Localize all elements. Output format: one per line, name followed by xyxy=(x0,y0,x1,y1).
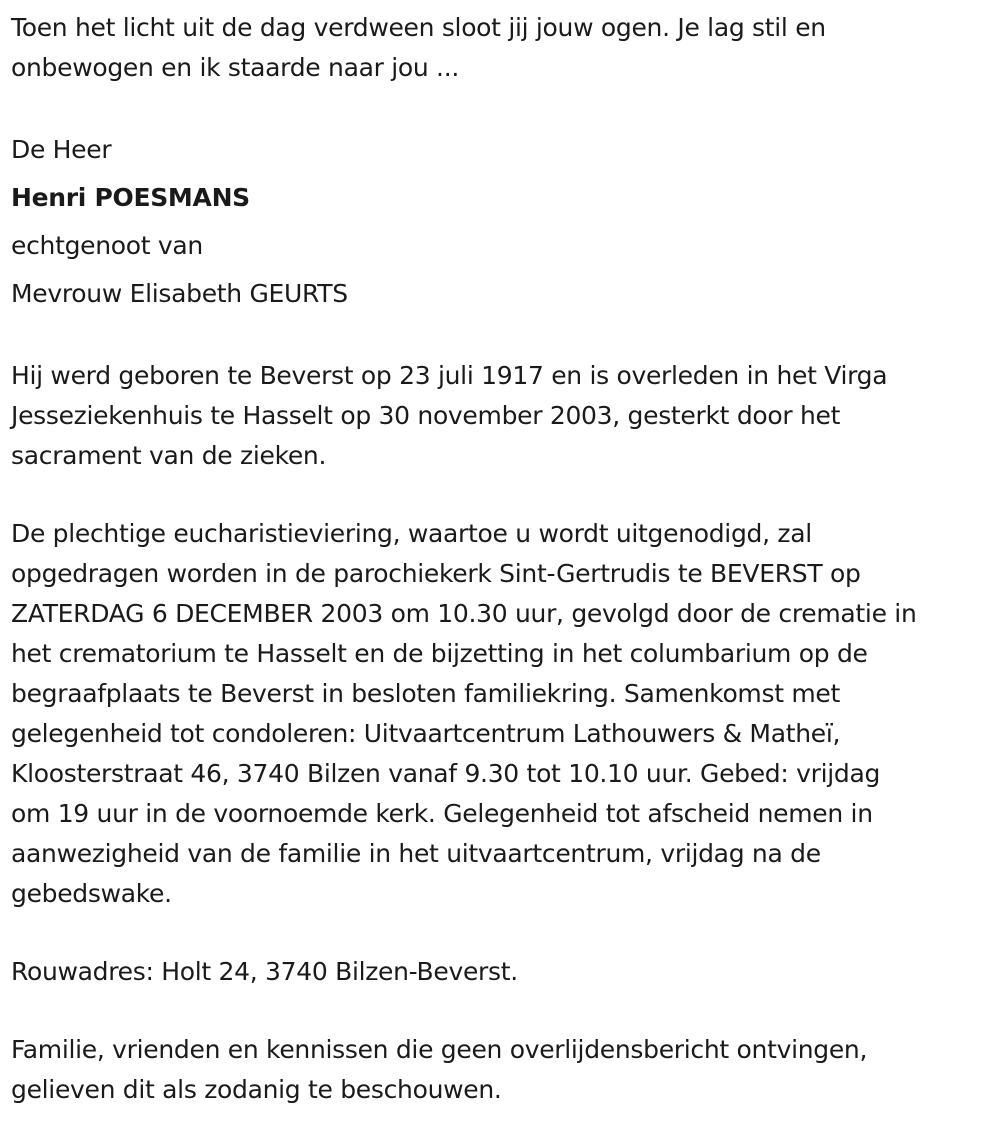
address-line: Rouwadres: Holt 24, 3740 Bilzen-Beverst. xyxy=(11,957,518,986)
spacer xyxy=(11,318,988,356)
salutation: De Heer xyxy=(11,135,112,164)
paragraph-line: De plechtige eucharistieviering, waartoe u wordt uitgenodigd, zal xyxy=(11,519,812,548)
paragraph-line: om 19 uur in de voornoemde kerk. Gelegenheid tot afscheid nemen in xyxy=(11,799,873,828)
paragraph-line: gelegenheid tot condoleren: Uitvaartcentrum Lathouwers & Matheï, xyxy=(11,719,841,748)
paragraph-line: gelieven dit als zodanig te beschouwen. xyxy=(11,1075,502,1104)
opening-line: onbewogen en ik staarde naar jou ... xyxy=(11,53,460,82)
opening-quote xyxy=(11,8,988,88)
paragraph-line: gebedswake. xyxy=(11,879,172,908)
deceased-block xyxy=(11,126,988,318)
mourning-address xyxy=(11,952,988,992)
paragraph-line: het crematorium te Hasselt en de bijzetting in het columbarium op de xyxy=(11,639,868,668)
spacer xyxy=(11,476,988,514)
paragraph-line: Kloosterstraat 46, 3740 Bilzen vanaf 9.30 tot 10.10 uur. Gebed: vrijdag xyxy=(11,759,881,788)
deceased-name: Henri POESMANS xyxy=(11,183,250,212)
paragraph-line: sacrament van de zieken. xyxy=(11,441,327,470)
paragraph-line: ZATERDAG 6 DECEMBER 2003 om 10.30 uur, gevolgd door de crematie in xyxy=(11,599,917,628)
paragraph-line: opgedragen worden in de parochiekerk Sint-Gertrudis te BEVERST op xyxy=(11,559,861,588)
spacer xyxy=(11,914,988,952)
paragraph-line: Hij werd geboren te Beverst op 23 juli 1917 en is overleden in het Virga xyxy=(11,361,888,390)
paragraph-line: Jesseziekenhuis te Hasselt op 30 november 2003, gesterkt door het xyxy=(11,401,841,430)
paragraph-line: Familie, vrienden en kennissen die geen overlijdensbericht ontvingen, xyxy=(11,1035,868,1064)
opening-line: Toen het licht uit de dag verdween sloot jij jouw ogen. Je lag stil en xyxy=(11,13,826,42)
relation-label: echtgenoot van xyxy=(11,231,203,260)
spacer xyxy=(11,992,988,1030)
birth-death-paragraph xyxy=(11,356,988,476)
ceremony-paragraph xyxy=(11,514,988,914)
paragraph-line: begraafplaats te Beverst in besloten familiekring. Samenkomst met xyxy=(11,679,840,708)
spouse-name: Mevrouw Elisabeth GEURTS xyxy=(11,279,348,308)
spacer xyxy=(11,88,988,126)
closing-paragraph xyxy=(11,1030,988,1110)
paragraph-line: aanwezigheid van de familie in het uitvaartcentrum, vrijdag na de xyxy=(11,839,821,868)
